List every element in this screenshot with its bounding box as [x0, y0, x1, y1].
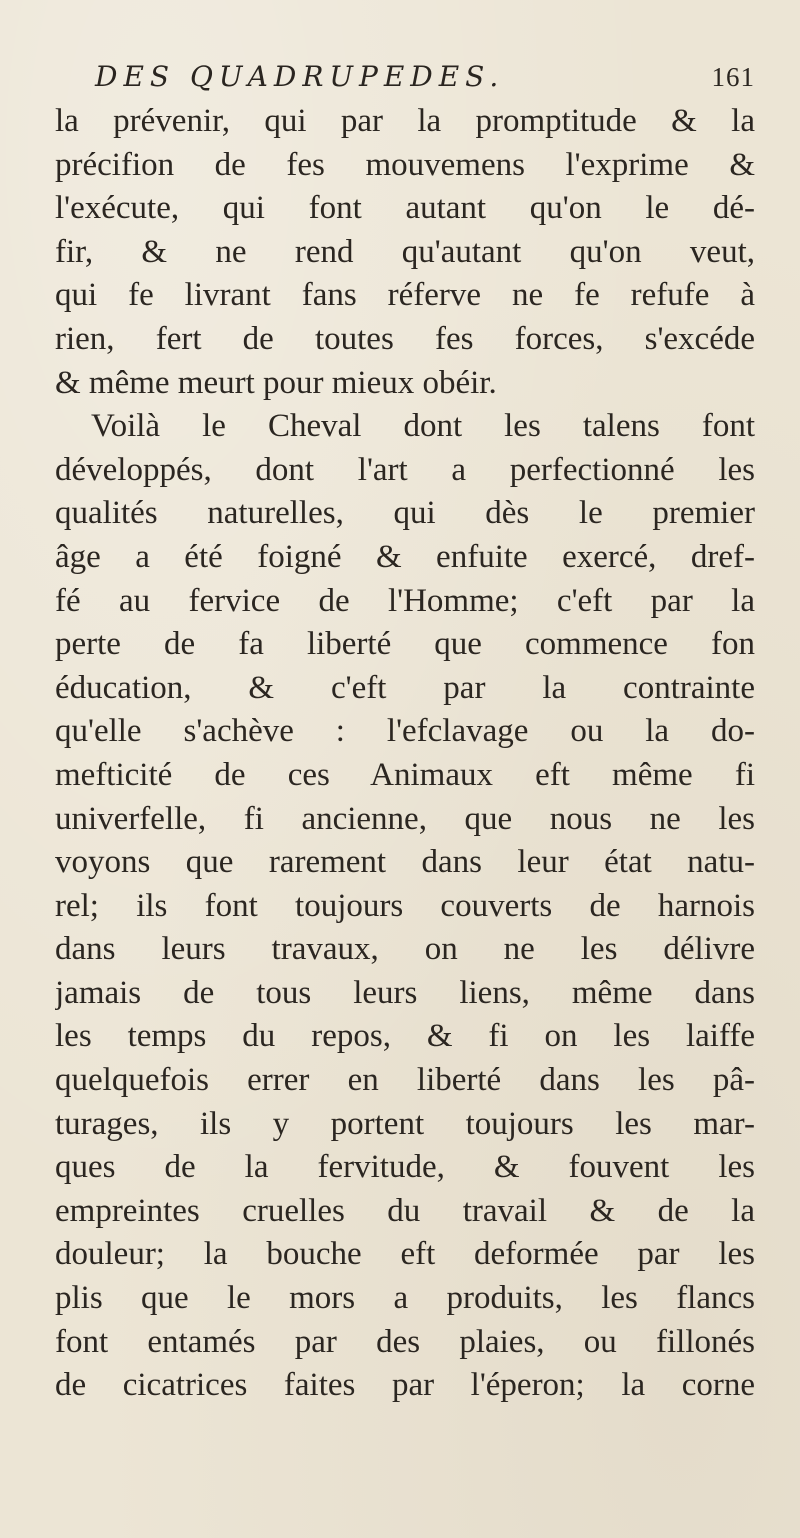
- text-line: la prévenir, qui par la promptitude & la: [55, 103, 755, 139]
- text-line: font entamés par des plaies, ou fillonés: [55, 1323, 755, 1360]
- text-line: fir, & ne rend qu'autant qu'on veut,: [55, 233, 755, 270]
- text-line: ques de la fervitude, & fouvent les: [55, 1149, 755, 1186]
- text-line: l'exécute, qui font autant qu'on le dé-: [55, 190, 755, 227]
- running-head: [95, 60, 755, 100]
- running-title: DES QUADRUPEDES.: [95, 60, 505, 93]
- text-line: de cicatrices faites par l'éperon; la corne: [55, 1367, 755, 1404]
- text-line: perte de fa liberté que commence fon: [55, 626, 755, 663]
- text-line: voyons que rarement dans leur état natu-: [55, 844, 755, 881]
- text-line: qualités naturelles, qui dès le premier: [55, 495, 755, 532]
- text-line: univerfelle, fi ancienne, que nous ne les: [55, 800, 755, 837]
- text-line: douleur; la bouche eft deformée par les: [55, 1236, 755, 1273]
- text-line: empreintes cruelles du travail & de la: [55, 1192, 755, 1229]
- text-line: qu'elle s'achève : l'efclavage ou la do-: [55, 713, 755, 750]
- text-line: qui fe livrant fans réferve ne fe refufe à: [55, 277, 755, 314]
- text-line: développés, dont l'art a perfectionné les: [55, 451, 755, 488]
- text-line: éducation, & c'eft par la contrainte: [55, 669, 755, 706]
- text-line: rel; ils font toujours couverts de harnois: [55, 887, 755, 924]
- text-line: rien, fert de toutes fes forces, s'excéde: [55, 320, 755, 357]
- text-line: quelquefois errer en liberté dans les pâ-: [55, 1062, 755, 1099]
- text-line: âge a été foigné & enfuite exercé, dref-: [55, 538, 755, 575]
- text-line: mefticité de ces Animaux eft même fi: [55, 756, 755, 793]
- text-line: Voilà le Cheval dont les talens font: [91, 408, 755, 445]
- text-line: jamais de tous leurs liens, même dans: [55, 974, 755, 1011]
- page-number: 161: [711, 62, 755, 92]
- text-line: turages, ils y portent toujours les mar-: [55, 1105, 755, 1142]
- text-line: fé au fervice de l'Homme; c'eft par la: [55, 582, 755, 619]
- text-line: plis que le mors a produits, les flancs: [55, 1280, 755, 1317]
- text-body: [55, 100, 755, 1408]
- text-line: précifion de fes mouvemens l'exprime &: [55, 146, 755, 183]
- text-line: dans leurs travaux, on ne les délivre: [55, 931, 755, 968]
- text-line: & même meurt pour mieux obéir.: [55, 364, 497, 401]
- text-line: les temps du repos, & fi on les laiffe: [55, 1018, 755, 1055]
